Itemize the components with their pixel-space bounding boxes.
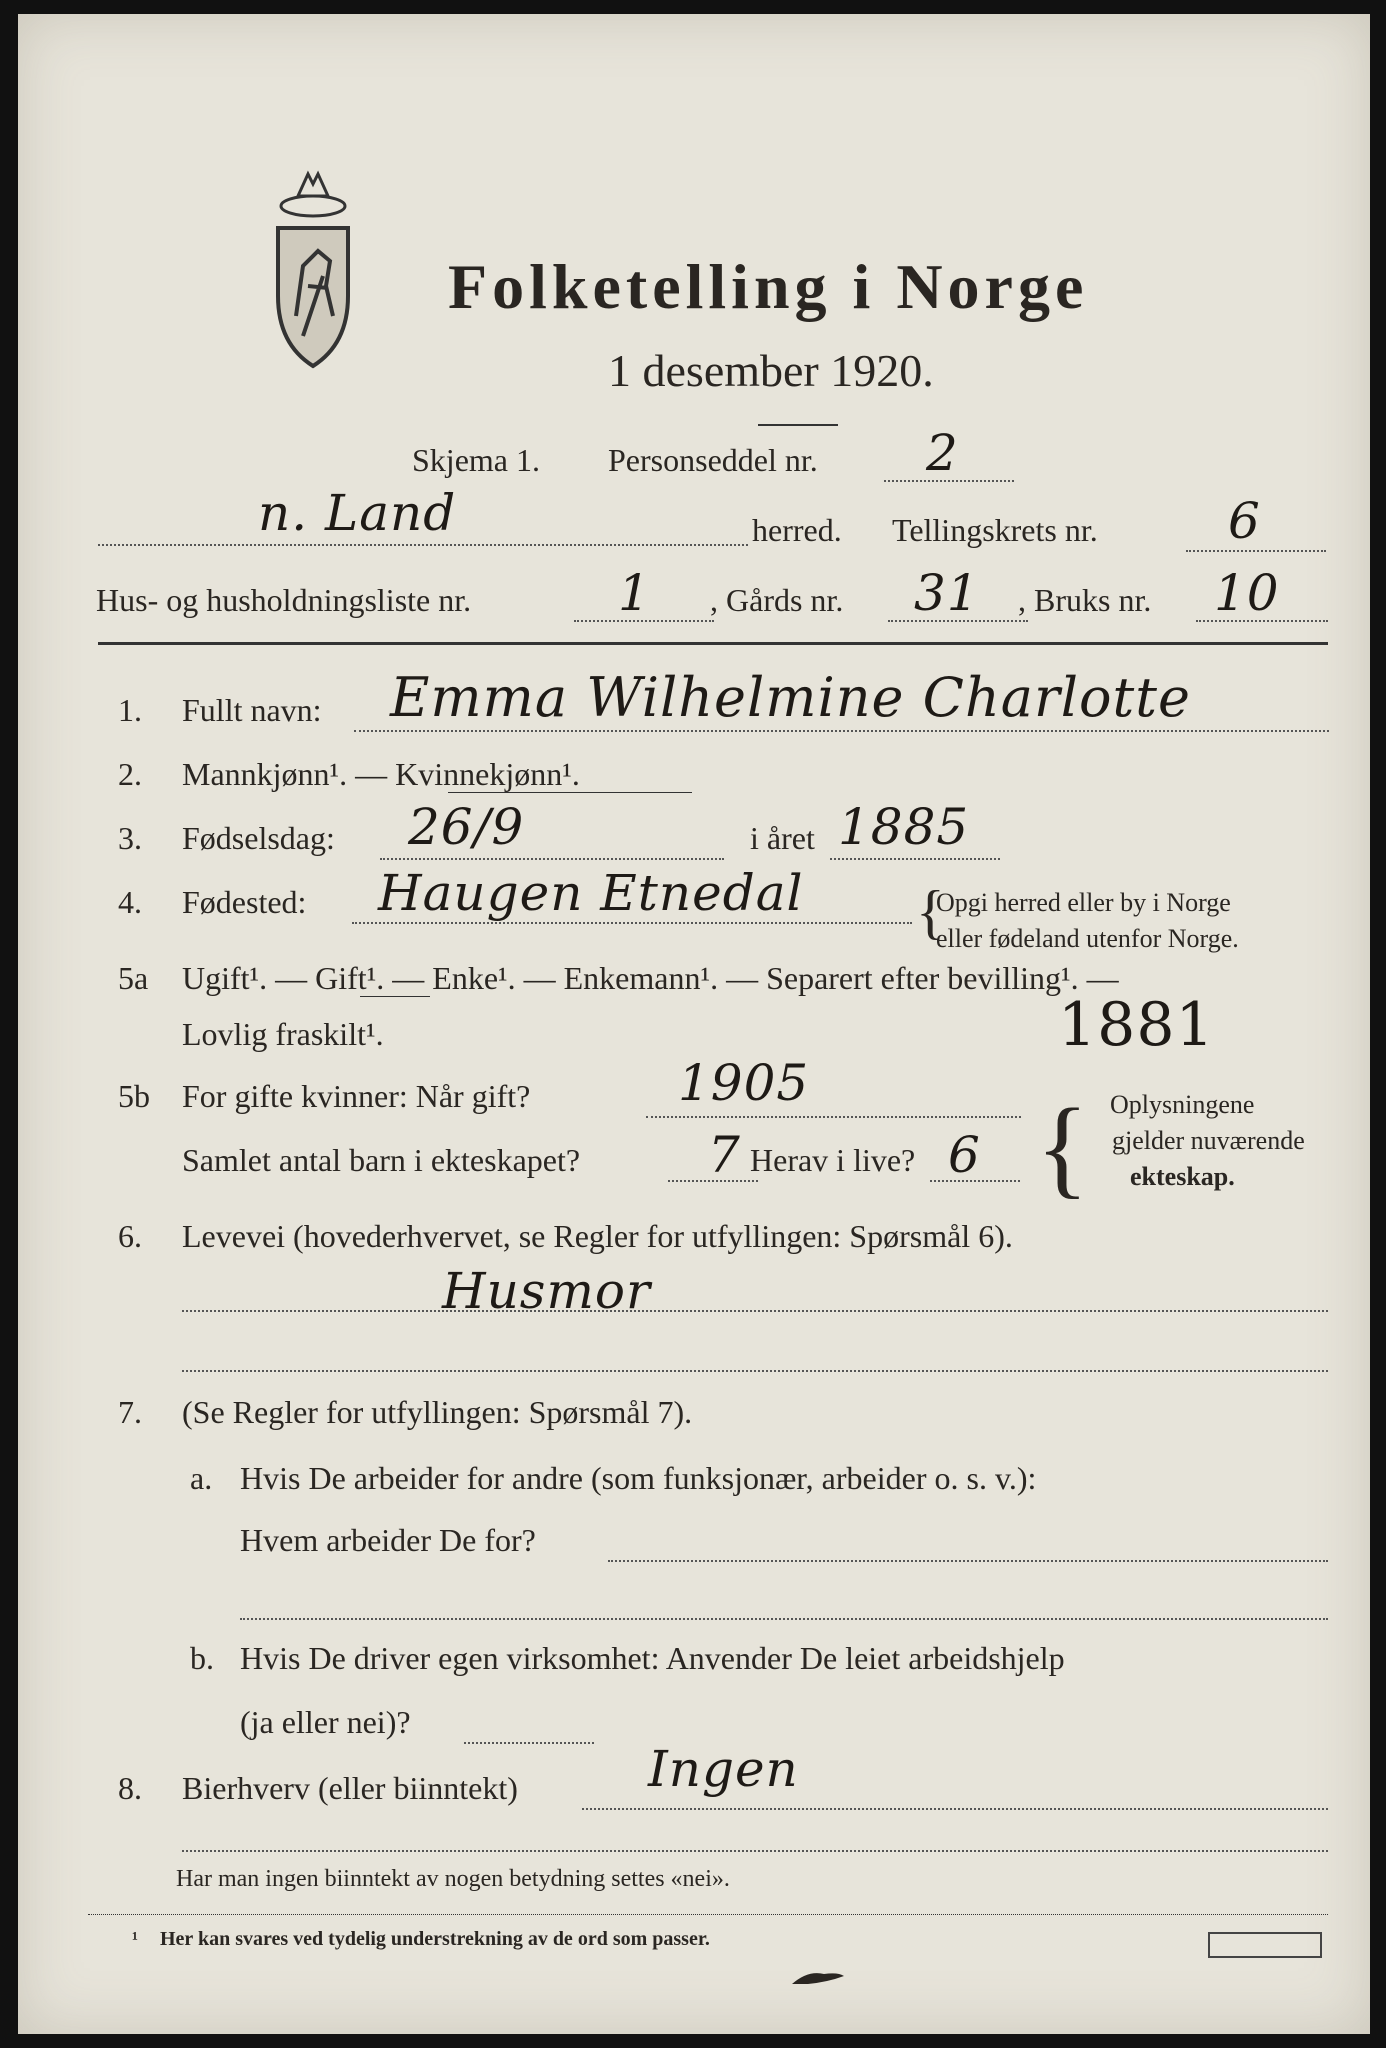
q5b-label: For gifte kvinner: Når gift? (182, 1078, 531, 1114)
q5b-label-3: Herav i live? (750, 1142, 916, 1178)
q6-label: Levevei (hovederhvervet, se Regler for utfyllingen: Spørsmål 6). (182, 1218, 1013, 1254)
husliste-label: Hus- og husholdningsliste nr. (96, 582, 472, 618)
printer-stamp (1208, 1932, 1322, 1958)
footnote-divider (88, 1914, 1328, 1915)
q8-value: Ingen (648, 1740, 799, 1798)
q3-year-label: i året (750, 820, 815, 856)
header-divider (98, 642, 1328, 645)
q5b-number: 5b (118, 1078, 150, 1114)
tellingskrets-label: Tellingskrets nr. (892, 512, 1098, 548)
personseddel-value: 2 (926, 424, 959, 482)
q3-year-line (830, 858, 1000, 860)
title-divider (758, 424, 838, 426)
q3-day-line (380, 858, 724, 860)
q8-number: 8. (118, 1770, 142, 1806)
q2-label: Mannkjønn¹. — Kvinnekjønn¹. (182, 756, 580, 792)
q7a-label: Hvis De arbeider for andre (som funksjonær, arbeider o. s. v.): (240, 1460, 1037, 1496)
census-form-page (18, 14, 1370, 2034)
q7b-label-2: (ja eller nei)? (240, 1704, 411, 1740)
q5b-note-3: ekteskap. (1130, 1162, 1235, 1191)
herred-label: herred. (752, 512, 842, 548)
q7-number: 7. (118, 1394, 142, 1430)
q8-line-2 (182, 1850, 1328, 1852)
q5b-label-2: Samlet antal barn i ekteskapet? (182, 1142, 581, 1178)
q3-number: 3. (118, 820, 142, 856)
bruks-label: , Bruks nr. (1018, 582, 1152, 618)
q4-label: Fødested: (182, 884, 307, 920)
gards-value: 31 (914, 564, 980, 622)
q4-brace: { (916, 879, 945, 945)
q5a-annotation: 1881 (1058, 990, 1215, 1060)
footnote-mark: ¹ (132, 1928, 138, 1950)
coat-of-arms-icon (258, 166, 368, 376)
tellingskrets-line (1186, 550, 1326, 552)
q5b-brace: { (1036, 1086, 1089, 1208)
skjema-label: Skjema 1. (412, 442, 540, 478)
q5b-gift-value: 1905 (678, 1054, 810, 1112)
ink-mark-icon (788, 1966, 848, 1990)
q5b-live-value: 6 (948, 1126, 981, 1184)
q1-value: Emma Wilhelmine Charlotte (390, 666, 1191, 729)
q4-note-2: eller fødeland utenfor Norge. (936, 924, 1239, 953)
q3-label: Fødselsdag: (182, 820, 335, 856)
q5a-label: Ugift¹. — Gift¹. — Enke¹. — Enkemann¹. — Separert efter bevilling¹. — (182, 960, 1119, 996)
q7-label: (Se Regler for utfyllingen: Spørsmål 7). (182, 1394, 693, 1430)
q6-line-1 (182, 1310, 1328, 1312)
herred-line (98, 544, 748, 546)
q5a-label-2: Lovlig fraskilt¹. (182, 1016, 384, 1052)
nei-note: Har man ingen biinntekt av nogen betydning settes «nei». (176, 1866, 730, 1892)
q7a-letter: a. (190, 1460, 213, 1496)
q6-number: 6. (118, 1218, 142, 1254)
personseddel-label: Personseddel nr. (608, 442, 818, 478)
q5b-barn-value: 7 (708, 1126, 741, 1184)
q7a-line-1 (608, 1560, 1328, 1562)
q5b-note-2: gjelder nuværende (1112, 1126, 1305, 1155)
q8-line-1 (582, 1808, 1328, 1810)
q3-year-value: 1885 (838, 798, 970, 856)
q6-value: Husmor (442, 1262, 651, 1320)
q4-note-1: Opgi herred eller by i Norge (936, 888, 1231, 917)
q3-day-value: 26/9 (408, 798, 525, 856)
form-date: 1 desember 1920. (608, 345, 934, 396)
q5a-number: 5a (118, 960, 149, 996)
husliste-value: 1 (618, 564, 651, 622)
q7b-label: Hvis De driver egen virksomhet: Anvender De leiet arbeidshjelp (240, 1640, 1065, 1676)
form-title: Folketelling i Norge (448, 251, 1089, 322)
q5b-note-1: Oplysningene (1110, 1090, 1255, 1119)
q5b-gift-line (646, 1116, 1021, 1118)
footnote-text: Her kan svares ved tydelig understrekning av de ord som passer. (160, 1928, 710, 1950)
q4-number: 4. (118, 884, 142, 920)
q7a-label-2: Hvem arbeider De for? (240, 1522, 536, 1558)
q7b-line (464, 1742, 594, 1744)
q7a-line-2 (240, 1618, 1328, 1620)
gards-label: , Gårds nr. (710, 582, 844, 618)
q5a-gift-underline (360, 996, 430, 997)
tellingskrets-value: 6 (1228, 492, 1261, 550)
bruks-value: 10 (1214, 564, 1280, 622)
herred-value: n. Land (258, 484, 457, 542)
q2-underline (448, 792, 692, 793)
q8-label: Bierhverv (eller biinntekt) (182, 1770, 518, 1806)
q1-line (354, 730, 1329, 732)
q6-line-2 (182, 1370, 1328, 1372)
q1-number: 1. (118, 692, 142, 728)
q4-line (352, 922, 912, 924)
q4-value: Haugen Etnedal (378, 864, 804, 922)
q2-number: 2. (118, 756, 142, 792)
q1-label: Fullt navn: (182, 692, 322, 728)
q7b-letter: b. (190, 1640, 214, 1676)
